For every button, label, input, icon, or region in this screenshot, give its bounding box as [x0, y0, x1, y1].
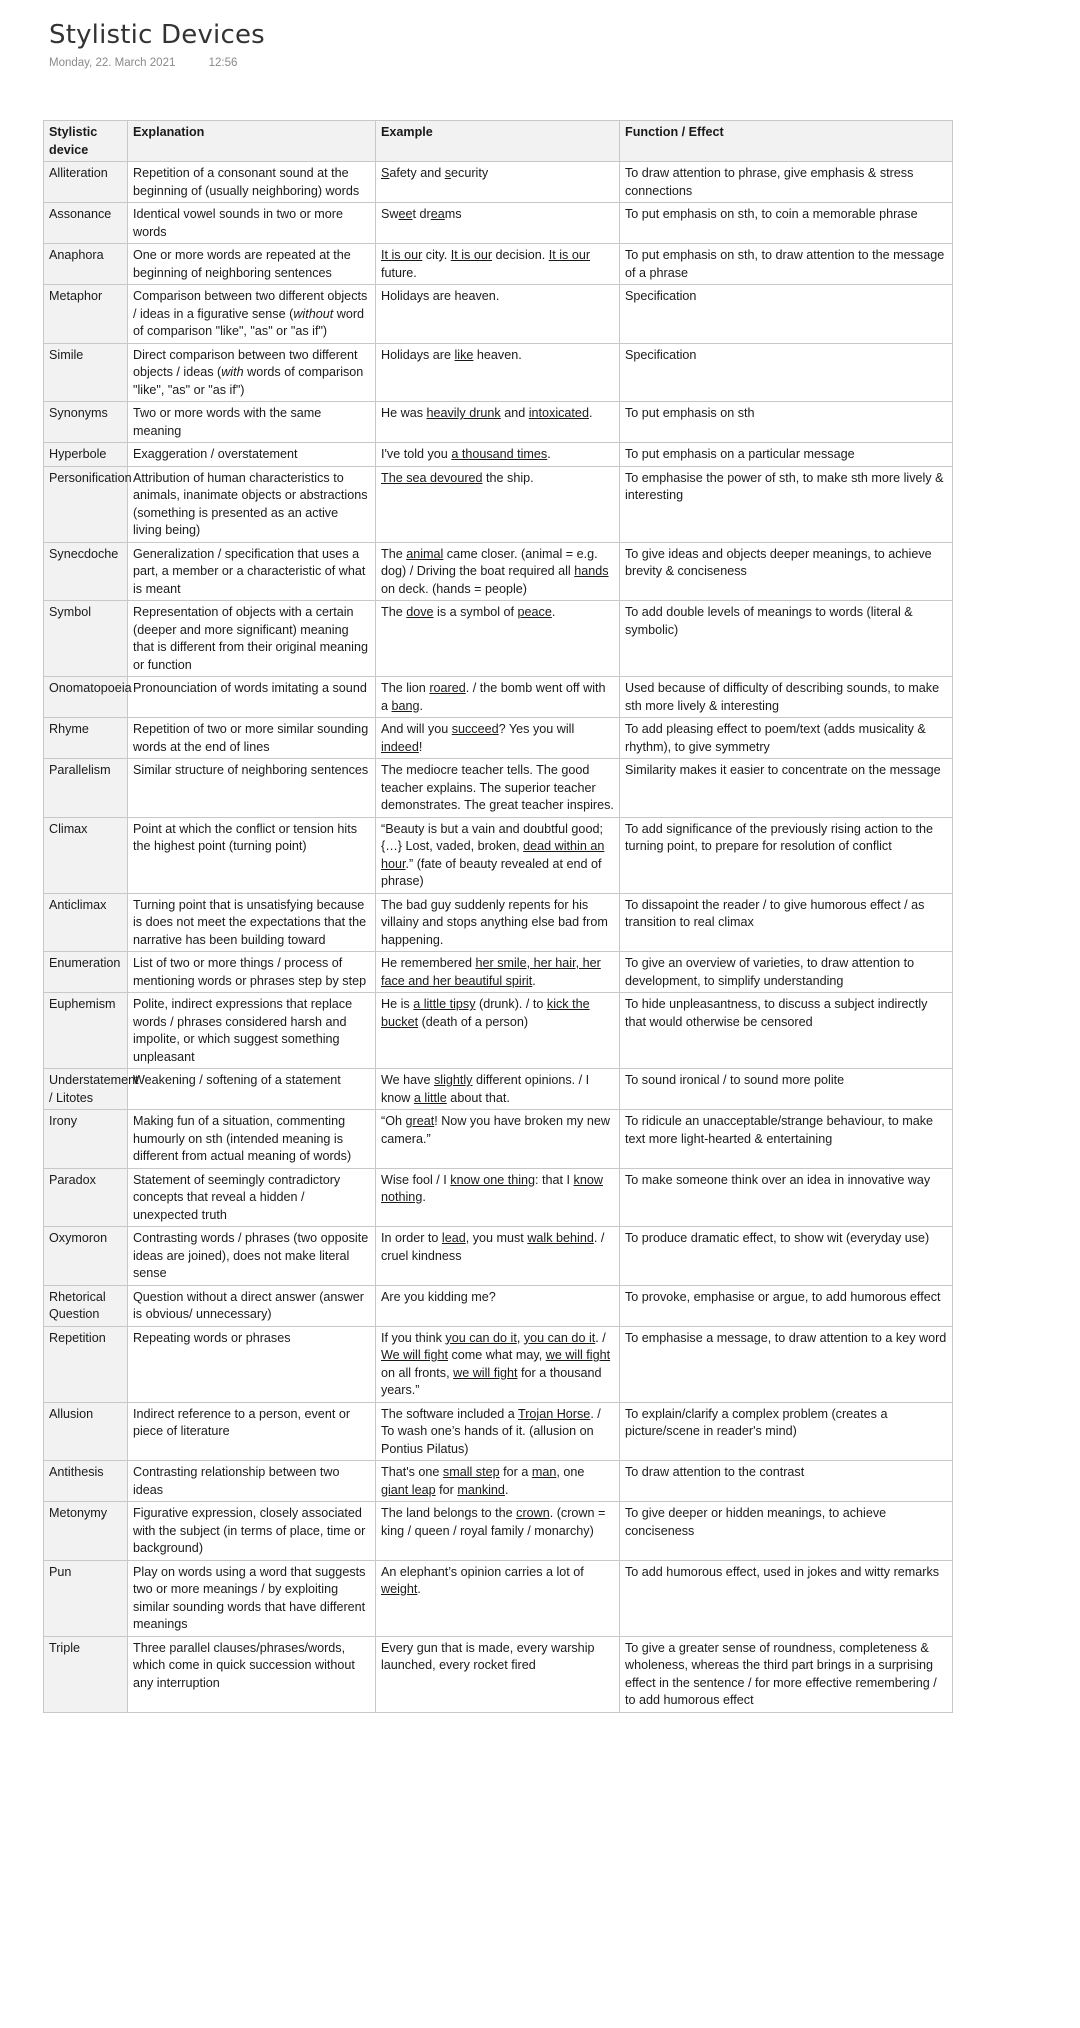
function-cell: To put emphasis on sth, to draw attention to the message of a phrase [620, 244, 953, 285]
device-cell: Pun [44, 1560, 128, 1636]
device-cell: Euphemism [44, 993, 128, 1069]
table-row [44, 817, 953, 893]
table-row [44, 203, 953, 244]
example-cell: It is our city. It is our decision. It is our future. [376, 244, 620, 285]
explanation-cell: Contrasting words / phrases (two opposite ideas are joined), does not make literal sense [128, 1227, 376, 1286]
device-cell: Enumeration [44, 952, 128, 993]
example-cell: He was heavily drunk and intoxicated. [376, 402, 620, 443]
device-cell: Symbol [44, 601, 128, 677]
table-row [44, 1461, 953, 1502]
table-row [44, 993, 953, 1069]
explanation-cell: Direct comparison between two different objects / ideas (with words of comparison "like", "as" or "as if") [128, 343, 376, 402]
device-cell: Parallelism [44, 759, 128, 818]
table-row [44, 443, 953, 467]
function-cell: Specification [620, 285, 953, 344]
function-cell: To hide unpleasantness, to discuss a subject indirectly that would otherwise be censored [620, 993, 953, 1069]
function-cell: Similarity makes it easier to concentrate on the message [620, 759, 953, 818]
function-cell: To draw attention to the contrast [620, 1461, 953, 1502]
explanation-cell: Pronounciation of words imitating a sound [128, 677, 376, 718]
device-cell: Onomatopoeia [44, 677, 128, 718]
example-cell: Every gun that is made, every warship launched, every rocket fired [376, 1636, 620, 1712]
example-cell: I've told you a thousand times. [376, 443, 620, 467]
example-cell: And will you succeed? Yes you will indeed! [376, 718, 620, 759]
example-cell: If you think you can do it, you can do it. / We will fight come what may, we will fight on all fronts, we will fight for a thousand years.” [376, 1326, 620, 1402]
example-cell: Safety and security [376, 162, 620, 203]
example-cell: The animal came closer. (animal = e.g. dog) / Driving the boat required all hands on deck. (hands = people) [376, 542, 620, 601]
table-header-row [44, 121, 953, 162]
explanation-cell: Repetition of two or more similar sounding words at the end of lines [128, 718, 376, 759]
table-row [44, 1402, 953, 1461]
device-cell: Synecdoche [44, 542, 128, 601]
table-row [44, 1560, 953, 1636]
example-cell: Holidays are like heaven. [376, 343, 620, 402]
device-cell: Anaphora [44, 244, 128, 285]
explanation-cell: List of two or more things / process of mentioning words or phrases step by step [128, 952, 376, 993]
explanation-cell: Contrasting relationship between two ideas [128, 1461, 376, 1502]
table-row [44, 244, 953, 285]
table-row [44, 402, 953, 443]
explanation-cell: Representation of objects with a certain (deeper and more significant) meaning that is different from their original meaning or function [128, 601, 376, 677]
example-cell: The mediocre teacher tells. The good teacher explains. The superior teacher demonstrates. The great teacher inspires. [376, 759, 620, 818]
function-cell: To give deeper or hidden meanings, to achieve conciseness [620, 1502, 953, 1561]
stylistic-devices-table [43, 120, 953, 1713]
function-cell: To add pleasing effect to poem/text (adds musicality & rhythm), to give symmetry [620, 718, 953, 759]
header-example: Example [376, 121, 620, 162]
function-cell: To give ideas and objects deeper meanings, to achieve brevity & conciseness [620, 542, 953, 601]
explanation-cell: Identical vowel sounds in two or more words [128, 203, 376, 244]
function-cell: To make someone think over an idea in innovative way [620, 1168, 953, 1227]
table-row [44, 952, 953, 993]
explanation-cell: Comparison between two different objects / ideas in a figurative sense (without word of comparison "like", "as" or "as if") [128, 285, 376, 344]
device-cell: Antithesis [44, 1461, 128, 1502]
table-row [44, 1227, 953, 1286]
device-cell: Simile [44, 343, 128, 402]
table-row [44, 343, 953, 402]
example-cell: The bad guy suddenly repents for his villainy and stops anything else bad from happening. [376, 893, 620, 952]
function-cell: To add humorous effect, used in jokes and witty remarks [620, 1560, 953, 1636]
example-cell: An elephant’s opinion carries a lot of weight. [376, 1560, 620, 1636]
page-time: 12:56 [208, 57, 238, 69]
table-row [44, 1168, 953, 1227]
table-row [44, 1069, 953, 1110]
device-cell: Alliteration [44, 162, 128, 203]
function-cell: To produce dramatic effect, to show wit (everyday use) [620, 1227, 953, 1286]
explanation-cell: One or more words are repeated at the beginning of neighboring sentences [128, 244, 376, 285]
header-function: Function / Effect [620, 121, 953, 162]
table-row [44, 893, 953, 952]
header-device: Stylistic device [44, 121, 128, 162]
example-cell: In order to lead, you must walk behind. / cruel kindness [376, 1227, 620, 1286]
device-cell: Triple [44, 1636, 128, 1712]
function-cell: Specification [620, 343, 953, 402]
page-title: Stylistic Devices [49, 20, 265, 50]
explanation-cell: Making fun of a situation, commenting humourly on sth (intended meaning is different from actual meaning of words) [128, 1110, 376, 1169]
explanation-cell: Repeating words or phrases [128, 1326, 376, 1402]
function-cell: To add significance of the previously rising action to the turning point, to prepare for resolution of conflict [620, 817, 953, 893]
example-cell: “Oh great! Now you have broken my new camera.” [376, 1110, 620, 1169]
table-row [44, 162, 953, 203]
function-cell: To draw attention to phrase, give emphasis & stress connections [620, 162, 953, 203]
example-cell: The software included a Trojan Horse. / To wash one’s hands of it. (allusion on Pontius Pilatus) [376, 1402, 620, 1461]
page-date: Monday, 22. March 2021 [49, 57, 176, 69]
table-row [44, 285, 953, 344]
explanation-cell: Indirect reference to a person, event or piece of literature [128, 1402, 376, 1461]
device-cell: Climax [44, 817, 128, 893]
table-row [44, 542, 953, 601]
device-cell: Understatement / Litotes [44, 1069, 128, 1110]
explanation-cell: Polite, indirect expressions that replace words / phrases considered harsh and impolite, or which suggest something unpleasant [128, 993, 376, 1069]
function-cell: To dissapoint the reader / to give humorous effect / as transition to real climax [620, 893, 953, 952]
example-cell: “Beauty is but a vain and doubtful good; {…} Lost, vaded, broken, dead within an hour.” (fate of beauty revealed at end of phrase) [376, 817, 620, 893]
explanation-cell: Statement of seemingly contradictory concepts that reveal a hidden / unexpected truth [128, 1168, 376, 1227]
device-cell: Personification [44, 466, 128, 542]
function-cell: To ridicule an unacceptable/strange behaviour, to make text more light-hearted & entertaining [620, 1110, 953, 1169]
function-cell: To put emphasis on sth, to coin a memorable phrase [620, 203, 953, 244]
table-row [44, 718, 953, 759]
explanation-cell: Weakening / softening of a statement [128, 1069, 376, 1110]
function-cell: To provoke, emphasise or argue, to add humorous effect [620, 1285, 953, 1326]
example-cell: The dove is a symbol of peace. [376, 601, 620, 677]
example-cell: Wise fool / I know one thing: that I know nothing. [376, 1168, 620, 1227]
device-cell: Rhetorical Question [44, 1285, 128, 1326]
page-timestamp [49, 57, 237, 69]
table-row [44, 677, 953, 718]
function-cell: To emphasise the power of sth, to make sth more lively & interesting [620, 466, 953, 542]
table-row [44, 466, 953, 542]
example-cell: Sweet dreams [376, 203, 620, 244]
explanation-cell: Figurative expression, closely associated with the subject (in terms of place, time or background) [128, 1502, 376, 1561]
function-cell: Used because of difficulty of describing sounds, to make sth more lively & interesting [620, 677, 953, 718]
example-cell: Are you kidding me? [376, 1285, 620, 1326]
example-cell: He remembered her smile, her hair, her face and her beautiful spirit. [376, 952, 620, 993]
explanation-cell: Exaggeration / overstatement [128, 443, 376, 467]
function-cell: To sound ironical / to sound more polite [620, 1069, 953, 1110]
device-cell: Synonyms [44, 402, 128, 443]
table-row [44, 1285, 953, 1326]
function-cell: To emphasise a message, to draw attention to a key word [620, 1326, 953, 1402]
example-cell: That's one small step for a man, one giant leap for mankind. [376, 1461, 620, 1502]
device-cell: Irony [44, 1110, 128, 1169]
function-cell: To give a greater sense of roundness, completeness & wholeness, whereas the third part brings in a surprising effect in the sentence / for more effective remembering / to add humorous effect [620, 1636, 953, 1712]
device-cell: Hyperbole [44, 443, 128, 467]
explanation-cell: Point at which the conflict or tension hits the highest point (turning point) [128, 817, 376, 893]
explanation-cell: Attribution of human characteristics to animals, inanimate objects or abstractions (something is presented as an active living being) [128, 466, 376, 542]
device-cell: Metaphor [44, 285, 128, 344]
table-row [44, 1502, 953, 1561]
example-cell: He is a little tipsy (drunk). / to kick the bucket (death of a person) [376, 993, 620, 1069]
example-cell: The lion roared. / the bomb went off with a bang. [376, 677, 620, 718]
function-cell: To give an overview of varieties, to draw attention to development, to simplify understanding [620, 952, 953, 993]
explanation-cell: Repetition of a consonant sound at the beginning of (usually neighboring) words [128, 162, 376, 203]
function-cell: To add double levels of meanings to words (literal & symbolic) [620, 601, 953, 677]
function-cell: To explain/clarify a complex problem (creates a picture/scene in reader's mind) [620, 1402, 953, 1461]
device-cell: Oxymoron [44, 1227, 128, 1286]
explanation-cell: Generalization / specification that uses a part, a member or a characteristic of what is meant [128, 542, 376, 601]
function-cell: To put emphasis on sth [620, 402, 953, 443]
device-cell: Assonance [44, 203, 128, 244]
device-cell: Allusion [44, 1402, 128, 1461]
example-cell: The sea devoured the ship. [376, 466, 620, 542]
table-row [44, 759, 953, 818]
explanation-cell: Question without a direct answer (answer is obvious/ unnecessary) [128, 1285, 376, 1326]
table-row [44, 1326, 953, 1402]
explanation-cell: Similar structure of neighboring sentences [128, 759, 376, 818]
explanation-cell: Turning point that is unsatisfying because is does not meet the expectations that the narrative has been building toward [128, 893, 376, 952]
explanation-cell: Three parallel clauses/phrases/words, which come in quick succession without any interruption [128, 1636, 376, 1712]
device-cell: Metonymy [44, 1502, 128, 1561]
table-row [44, 601, 953, 677]
device-cell: Repetition [44, 1326, 128, 1402]
example-cell: Holidays are heaven. [376, 285, 620, 344]
explanation-cell: Play on words using a word that suggests two or more meanings / by exploiting similar sounding words that have different meanings [128, 1560, 376, 1636]
header-explanation: Explanation [128, 121, 376, 162]
device-cell: Rhyme [44, 718, 128, 759]
table-row [44, 1110, 953, 1169]
example-cell: The land belongs to the crown. (crown = king / queen / royal family / monarchy) [376, 1502, 620, 1561]
table-row [44, 1636, 953, 1712]
device-cell: Paradox [44, 1168, 128, 1227]
table-body [44, 162, 953, 1713]
explanation-cell: Two or more words with the same meaning [128, 402, 376, 443]
device-cell: Anticlimax [44, 893, 128, 952]
function-cell: To put emphasis on a particular message [620, 443, 953, 467]
example-cell: We have slightly different opinions. / I know a little about that. [376, 1069, 620, 1110]
